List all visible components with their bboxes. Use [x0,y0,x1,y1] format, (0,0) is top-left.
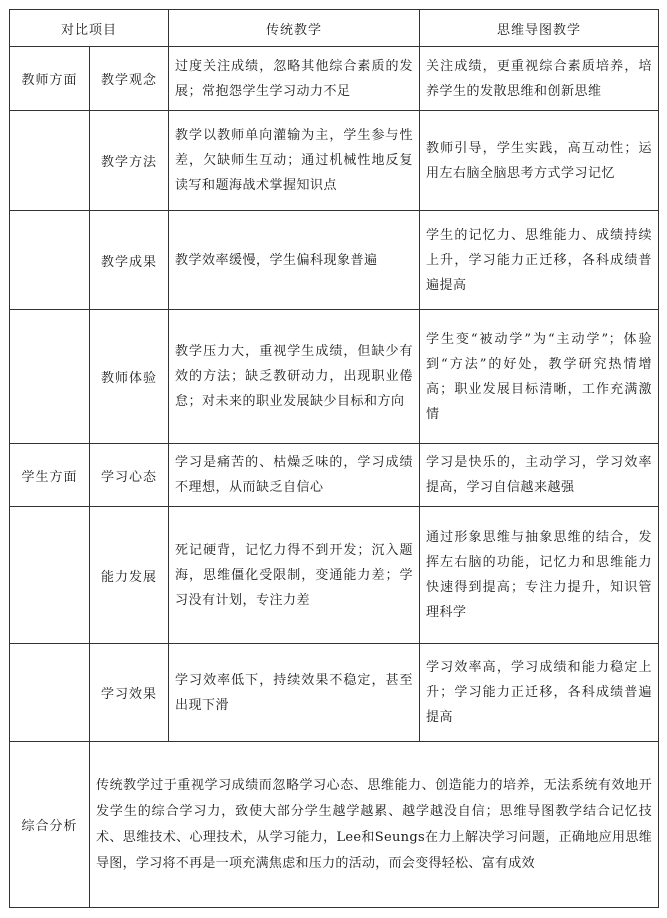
mindmap-cell: 关注成绩，更重视综合素质培养，培养学生的发散思维和创新思维 [420,47,659,111]
mindmap-cell: 学生变“被动学”为“主动学”；体验到“方法”的好处，教学研究热情增高；职业发展目标清晰，工作充满激情 [420,310,659,444]
table-row [10,47,659,111]
header-row [10,10,659,47]
header-traditional: 传统教学 [169,10,420,47]
aspect-cell: 教学成果 [90,211,169,310]
table-row [10,310,659,444]
traditional-cell: 过度关注成绩，忽略其他综合素质的发展；常抱怨学生学习动力不足 [169,47,420,111]
traditional-cell: 教学以教师单向灌输为主，学生参与性差，欠缺师生互动；通过机械性地反复读写和题海战术掌握知识点 [169,111,420,211]
category-student: 学生方面 [10,444,90,507]
traditional-cell: 学习是痛苦的、枯燥乏味的，学习成绩不理想，从而缺乏自信心 [169,444,420,507]
table-row [10,444,659,507]
aspect-cell: 学习效果 [90,644,169,742]
header-compare: 对比项目 [10,10,169,47]
table-row [10,111,659,211]
traditional-cell: 死记硬背，记忆力得不到开发；沉入题海，思维僵化受限制，变通能力差；学习没有计划，专注力差 [169,507,420,644]
mindmap-cell: 教师引导，学生实践，高互动性；运用左右脑全脑思考方式学习记忆 [420,111,659,211]
summary-cell: 传统教学过于重视学习成绩而忽略学习心态、思维能力、创造能力的培养，无法系统有效地开发学生的综合学习力，致使大部分学生越学越累、越学越没自信；思维导图教学结合记忆技术、思维技术、心理技术，从学习能力，Lee和Seungs在力上解决学习问题，正确地应用思维导图，学习将不再是一项充满焦虑和压力的活动，而会变得轻松、富有成效 [90,742,659,908]
traditional-cell: 学习效率低下，持续效果不稳定，甚至出现下滑 [169,644,420,742]
aspect-cell: 教师体验 [90,310,169,444]
category-summary: 综合分析 [10,742,90,908]
traditional-cell: 教学压力大，重视学生成绩，但缺少有效的方法；缺乏教研动力，出现职业倦怠；对未来的职业发展缺少目标和方向 [169,310,420,444]
comparison-table [9,9,659,908]
aspect-cell: 能力发展 [90,507,169,644]
aspect-cell: 教学方法 [90,111,169,211]
aspect-cell: 教学观念 [90,47,169,111]
mindmap-cell: 学习效率高，学习成绩和能力稳定上升；学习能力正迁移，各科成绩普遍提高 [420,644,659,742]
table-row [10,644,659,742]
mindmap-cell: 通过形象思维与抽象思维的结合，发挥左右脑的功能，记忆力和思维能力快速得到提高；专注力提升，知识管理科学 [420,507,659,644]
aspect-cell: 学习心态 [90,444,169,507]
mindmap-cell: 学习是快乐的，主动学习，学习效率提高，学习自信越来越强 [420,444,659,507]
category-teacher: 教师方面 [10,47,90,111]
table-row [10,211,659,310]
header-mindmap: 思维导图教学 [420,10,659,47]
mindmap-cell: 学生的记忆力、思维能力、成绩持续上升，学习能力正迁移，各科成绩普遍提高 [420,211,659,310]
traditional-cell: 教学效率缓慢，学生偏科现象普遍 [169,211,420,310]
table-row [10,507,659,644]
summary-row [10,742,659,908]
